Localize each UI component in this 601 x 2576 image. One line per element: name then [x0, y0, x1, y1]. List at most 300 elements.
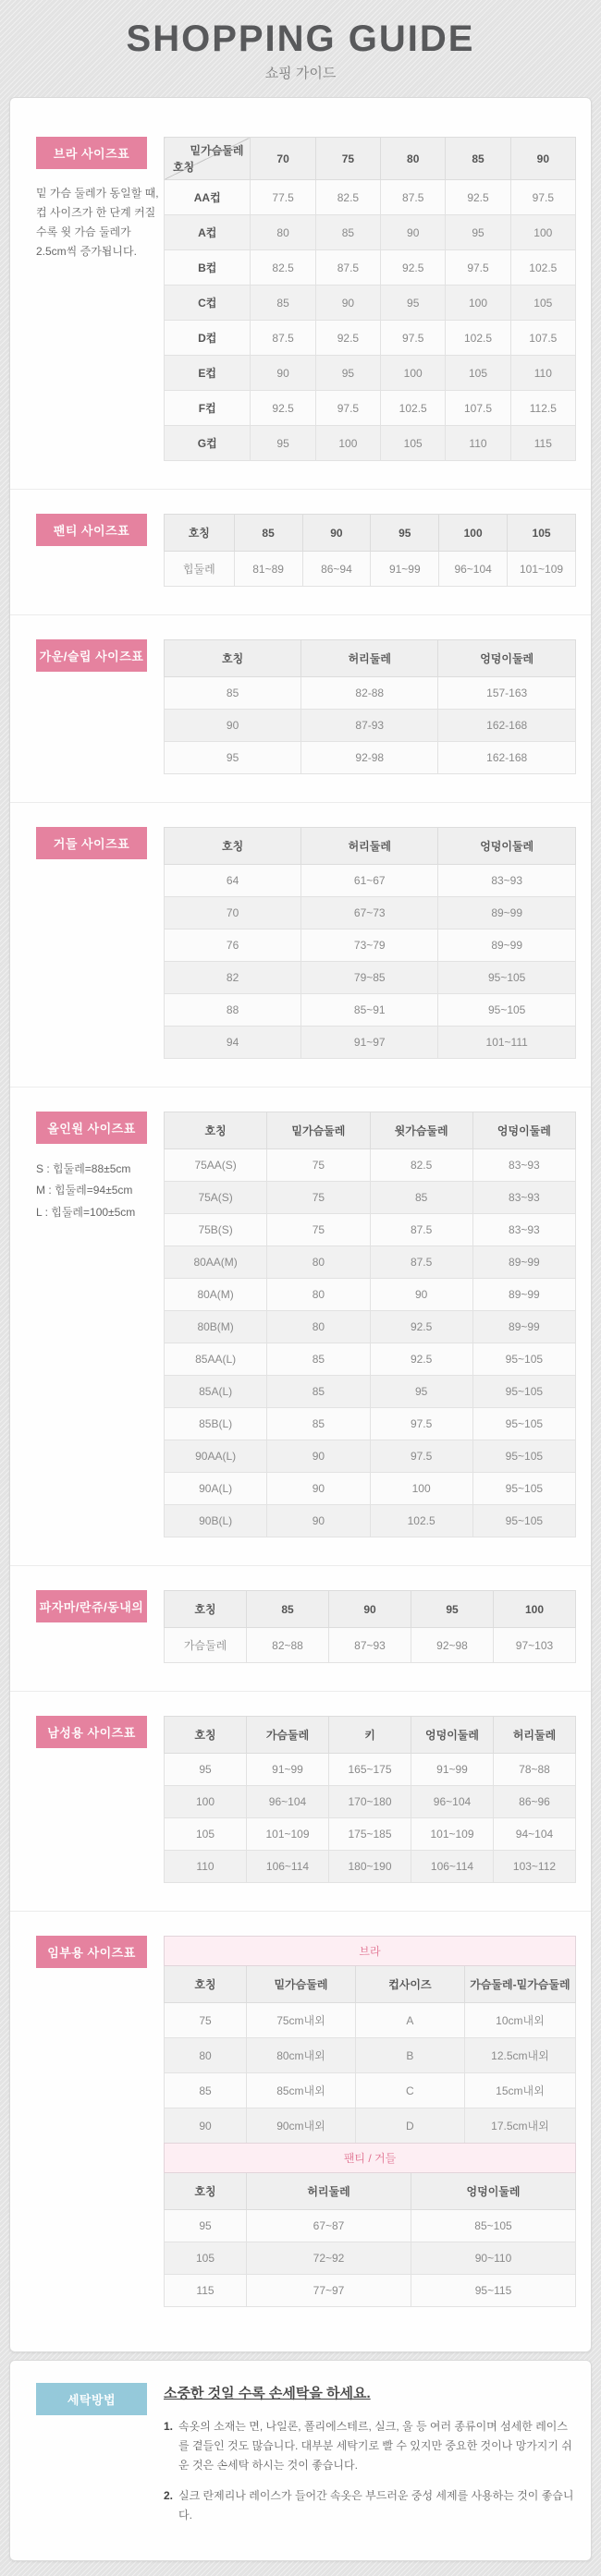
cell: 78~88	[494, 1754, 576, 1786]
cell: 102.5	[446, 321, 510, 356]
cell: 72~92	[247, 2242, 411, 2275]
cell: 89~99	[472, 1279, 575, 1311]
column-header: 95	[411, 1591, 494, 1628]
table-row	[165, 962, 576, 994]
cell: AA컵	[165, 180, 251, 215]
bra-size-table	[164, 137, 576, 461]
section-label: 세탁방법	[36, 2383, 147, 2415]
washing-method-panel	[9, 2360, 592, 2561]
cell: 95~105	[438, 962, 576, 994]
table-row	[165, 426, 576, 461]
cell: 87.5	[315, 250, 380, 286]
section-mens-sizes	[10, 1691, 591, 1911]
cell: 85	[267, 1343, 370, 1376]
table-row	[165, 1408, 576, 1440]
cell: 170~180	[329, 1786, 411, 1818]
cell: 91~99	[247, 1754, 329, 1786]
pajama-size-table	[164, 1590, 576, 1663]
cell: 85	[267, 1376, 370, 1408]
table-row	[165, 710, 576, 742]
cell: 92.5	[315, 321, 380, 356]
cell: 85	[267, 1408, 370, 1440]
cell: 85A(L)	[165, 1376, 267, 1408]
table-band: 브라	[165, 1937, 576, 1966]
column-header: 가슴둘레-밑가슴둘레	[464, 1966, 575, 2003]
cell: 75	[165, 2003, 247, 2038]
cell: 105	[165, 1818, 247, 1851]
section-note: 밑 가슴 둘레가 동일할 때, 컵 사이즈가 한 단계 커질수록 윗 가슴 둘레가 2.5cm씩 증가됩니다.	[36, 187, 159, 258]
cell: 95~105	[438, 994, 576, 1027]
cell: 96~104	[411, 1786, 494, 1818]
cell: 77~97	[247, 2275, 411, 2307]
section-label: 임부용 사이즈표	[36, 1936, 147, 1968]
section-left-column	[23, 514, 164, 587]
column-header: 가슴둘레	[247, 1717, 329, 1754]
section-right-column	[164, 1936, 576, 2307]
cell: 85	[251, 286, 315, 321]
item-text: 실크 란제리나 레이스가 들어간 속옷은 부드러운 중성 세제를 사용하는 것이 좋습니다.	[178, 2489, 574, 2521]
cell: 83~93	[472, 1182, 575, 1214]
maternity-panty-girdle-size-table	[164, 2143, 576, 2307]
cell: 97.5	[510, 180, 575, 215]
cell: 89~99	[472, 1311, 575, 1343]
column-header: 엉덩이둘레	[411, 1717, 494, 1754]
cell: 67~87	[247, 2210, 411, 2242]
cell: 110	[446, 426, 510, 461]
cell: 95~105	[472, 1408, 575, 1440]
cell: 157-163	[438, 677, 576, 710]
cell: 82~88	[247, 1628, 329, 1663]
cell: E컵	[165, 356, 251, 391]
table-row	[165, 2003, 576, 2038]
section-label: 파자마/란쥬/동내의	[36, 1590, 147, 1622]
cell: 100	[315, 426, 380, 461]
section-right-column	[164, 2383, 576, 2536]
cell: 107.5	[510, 321, 575, 356]
item-number: 1.	[164, 2420, 174, 2433]
cell: 89~99	[438, 897, 576, 930]
cell: 90	[267, 1473, 370, 1505]
cell: 106~114	[411, 1851, 494, 1883]
cell: 87-93	[301, 710, 438, 742]
cell: 75	[267, 1149, 370, 1182]
cell: 162-168	[438, 710, 576, 742]
cell: 101~109	[411, 1818, 494, 1851]
table-row	[165, 2210, 576, 2242]
table-row	[165, 1851, 576, 1883]
page-header	[0, 0, 601, 97]
cell: 92.5	[446, 180, 510, 215]
table-row	[165, 994, 576, 1027]
column-header: 윗가슴둘레	[370, 1112, 472, 1149]
cell: 97.5	[315, 391, 380, 426]
cell: 112.5	[510, 391, 575, 426]
table-row	[165, 2275, 576, 2307]
cell: 75A(S)	[165, 1182, 267, 1214]
table-row	[165, 2242, 576, 2275]
item-number: 2.	[164, 2489, 174, 2502]
cell: 100	[510, 215, 575, 250]
cell: 94	[165, 1027, 301, 1059]
cell: 82	[165, 962, 301, 994]
section-pajama-sizes	[10, 1565, 591, 1691]
cell: 12.5cm내외	[464, 2038, 575, 2073]
maternity-bra-size-table	[164, 1936, 576, 2144]
cell: 힙둘레	[165, 552, 235, 587]
column-header: 100	[439, 515, 508, 552]
column-header: 80	[381, 138, 446, 180]
column-header: 105	[508, 515, 576, 552]
table-row	[165, 215, 576, 250]
section-bra-sizes	[10, 113, 591, 489]
cell: 83~93	[472, 1214, 575, 1246]
cell: F컵	[165, 391, 251, 426]
cell: 100	[370, 1473, 472, 1505]
cell: 15cm내외	[464, 2073, 575, 2108]
table-row	[165, 250, 576, 286]
column-header: 90	[510, 138, 575, 180]
cell: 73~79	[301, 930, 438, 962]
allinone-size-table	[164, 1112, 576, 1537]
table-row	[165, 1343, 576, 1376]
cell: 115	[510, 426, 575, 461]
cell: 95	[381, 286, 446, 321]
cell: 105	[381, 426, 446, 461]
column-header: 엉덩이둘레	[472, 1112, 575, 1149]
table-row	[165, 1754, 576, 1786]
cell: 162-168	[438, 742, 576, 774]
column-header: 호칭	[165, 515, 235, 552]
cell: 89~99	[438, 930, 576, 962]
cell: C컵	[165, 286, 251, 321]
table-row	[165, 2073, 576, 2108]
column-header: 호칭	[165, 1966, 247, 2003]
cell: 94~104	[494, 1818, 576, 1851]
column-header: 호칭	[165, 2173, 247, 2210]
cell: 165~175	[329, 1754, 411, 1786]
column-header: 엉덩이둘레	[438, 640, 576, 677]
table-row	[165, 742, 576, 774]
cell: 75	[267, 1182, 370, 1214]
table-row	[165, 1027, 576, 1059]
cell: 102.5	[381, 391, 446, 426]
cell: 95~105	[472, 1343, 575, 1376]
section-left-column	[23, 2383, 164, 2536]
column-header: 90	[329, 1591, 411, 1628]
section-maternity-sizes	[10, 1911, 591, 2335]
cell: 95	[165, 2210, 247, 2242]
girdle-size-table	[164, 827, 576, 1059]
page-subtitle: 쇼핑 가이드	[264, 66, 337, 81]
cell: 86~94	[302, 552, 371, 587]
cell: 70	[165, 897, 301, 930]
cell: 85	[370, 1182, 472, 1214]
cell: 85AA(L)	[165, 1343, 267, 1376]
panty-size-table	[164, 514, 576, 587]
cell: 87.5	[381, 180, 446, 215]
cell: 85B(L)	[165, 1408, 267, 1440]
cell: 75AA(S)	[165, 1149, 267, 1182]
cell: 101~111	[438, 1027, 576, 1059]
cell: 75B(S)	[165, 1214, 267, 1246]
cell: 97.5	[381, 321, 446, 356]
cell: 95~115	[411, 2275, 576, 2307]
column-header: 허리둘레	[247, 2173, 411, 2210]
table-row	[165, 1279, 576, 1311]
cell: 61~67	[301, 865, 438, 897]
gown-slip-size-table	[164, 639, 576, 774]
cell: 95~105	[472, 1473, 575, 1505]
cell: 80A(M)	[165, 1279, 267, 1311]
cell: 101~109	[247, 1818, 329, 1851]
cell: 85~91	[301, 994, 438, 1027]
table-row	[165, 1149, 576, 1182]
cell: 95	[165, 1754, 247, 1786]
table-row	[165, 1376, 576, 1408]
cell: 83~93	[438, 865, 576, 897]
section-allinone-sizes	[10, 1087, 591, 1565]
cell: 92.5	[381, 250, 446, 286]
column-header: 밑가슴둘레	[267, 1112, 370, 1149]
cell: 87.5	[370, 1214, 472, 1246]
column-header: 90	[302, 515, 371, 552]
cell: 95~105	[472, 1376, 575, 1408]
cell: 85	[165, 677, 301, 710]
cell: 80cm내외	[247, 2038, 356, 2073]
cell: C	[355, 2073, 464, 2108]
cell: 92.5	[370, 1311, 472, 1343]
cell: D	[355, 2108, 464, 2144]
cell: 87~93	[329, 1628, 411, 1663]
table-row	[165, 1246, 576, 1279]
table-row	[165, 2108, 576, 2144]
column-header: 호칭	[165, 828, 301, 865]
section-left-column	[23, 1716, 164, 1883]
cell: 107.5	[446, 391, 510, 426]
diagonal-header-cell	[165, 138, 251, 180]
cell: 115	[165, 2275, 247, 2307]
cell: 76	[165, 930, 301, 962]
cell: 90	[165, 2108, 247, 2144]
table-row	[165, 2038, 576, 2073]
cell: 92.5	[251, 391, 315, 426]
cell: 96~104	[247, 1786, 329, 1818]
cell: 90	[267, 1505, 370, 1537]
section-left-column	[23, 1590, 164, 1663]
table-row	[165, 321, 576, 356]
section-left-column	[23, 137, 164, 461]
section-girdle-sizes	[10, 802, 591, 1087]
cell: 97.5	[370, 1408, 472, 1440]
cell: 96~104	[439, 552, 508, 587]
cell: D컵	[165, 321, 251, 356]
column-header: 호칭	[165, 640, 301, 677]
cell: 80	[267, 1311, 370, 1343]
column-header: 호칭	[165, 1591, 247, 1628]
table-row	[165, 1214, 576, 1246]
cell: 102.5	[370, 1505, 472, 1537]
cell: 110	[510, 356, 575, 391]
cell: 105	[165, 2242, 247, 2275]
cell: 80	[267, 1279, 370, 1311]
column-header: 키	[329, 1717, 411, 1754]
cell: 92~98	[411, 1628, 494, 1663]
cell: 82-88	[301, 677, 438, 710]
cell: 83~93	[472, 1149, 575, 1182]
column-header: 엉덩이둘레	[438, 828, 576, 865]
cell: 90	[165, 710, 301, 742]
table-row	[165, 391, 576, 426]
cell: 80AA(M)	[165, 1246, 267, 1279]
table-row	[165, 1786, 576, 1818]
section-left-column	[23, 1936, 164, 2307]
cell: 82.5	[315, 180, 380, 215]
cell: 95~105	[472, 1440, 575, 1473]
cell: 95~105	[472, 1505, 575, 1537]
size-guide-panel	[9, 97, 592, 2352]
column-header: 70	[251, 138, 315, 180]
cell: 92-98	[301, 742, 438, 774]
mens-size-table	[164, 1716, 576, 1883]
cell: 80B(M)	[165, 1311, 267, 1343]
column-header: 컵사이즈	[355, 1966, 464, 2003]
cell: 91~99	[411, 1754, 494, 1786]
cell: 180~190	[329, 1851, 411, 1883]
cell: 91~99	[371, 552, 439, 587]
cell: 95	[446, 215, 510, 250]
section-panty-sizes	[10, 489, 591, 614]
column-header: 허리둘레	[301, 640, 438, 677]
cell: 92.5	[370, 1343, 472, 1376]
cell: 95	[251, 426, 315, 461]
cell: 90~110	[411, 2242, 576, 2275]
washing-item	[164, 2417, 576, 2475]
section-gown-slip-sizes	[10, 614, 591, 802]
section-left-column	[23, 1112, 164, 1537]
section-label: 가운/슬립 사이즈표	[36, 639, 147, 672]
cell: 90A(L)	[165, 1473, 267, 1505]
table-row	[165, 865, 576, 897]
cell: 100	[381, 356, 446, 391]
cell: 95	[315, 356, 380, 391]
cell: 100	[446, 286, 510, 321]
table-row	[165, 1182, 576, 1214]
column-header: 85	[234, 515, 302, 552]
cell: 175~185	[329, 1818, 411, 1851]
cell: 75	[267, 1214, 370, 1246]
section-right-column	[164, 1590, 576, 1663]
section-right-column	[164, 514, 576, 587]
column-header: 호칭	[165, 1112, 267, 1149]
table-row	[165, 356, 576, 391]
cell: G컵	[165, 426, 251, 461]
cell: 90B(L)	[165, 1505, 267, 1537]
table-row	[165, 1818, 576, 1851]
section-label: 남성용 사이즈표	[36, 1716, 147, 1748]
section-right-column	[164, 827, 576, 1059]
allinone-notes	[36, 1159, 164, 1223]
cell: 87.5	[370, 1246, 472, 1279]
table-row	[165, 1628, 576, 1663]
table-row	[165, 930, 576, 962]
note-line: L : 힙둘레=100±5cm	[36, 1205, 136, 1219]
cell: 85	[315, 215, 380, 250]
cell: 102.5	[510, 250, 575, 286]
note-line: S : 힙둘레=88±5cm	[36, 1162, 131, 1175]
column-header: 허리둘레	[301, 828, 438, 865]
cell: 67~73	[301, 897, 438, 930]
column-header: 호칭	[165, 1717, 247, 1754]
cell: 89~99	[472, 1246, 575, 1279]
section-label: 브라 사이즈표	[36, 137, 147, 169]
cell: 77.5	[251, 180, 315, 215]
cell: 90	[381, 215, 446, 250]
cell: 105	[446, 356, 510, 391]
cell: 81~89	[234, 552, 302, 587]
cell: A	[355, 2003, 464, 2038]
note-line: M : 힙둘레=94±5cm	[36, 1184, 133, 1197]
cell: 87.5	[251, 321, 315, 356]
cell: 97~103	[494, 1628, 576, 1663]
cell: 10cm내외	[464, 2003, 575, 2038]
table-row	[165, 552, 576, 587]
cell: 90cm내외	[247, 2108, 356, 2144]
page-title: SHOPPING GUIDE	[126, 18, 475, 59]
cell: 90	[251, 356, 315, 391]
section-right-column	[164, 137, 576, 461]
cell: 97.5	[446, 250, 510, 286]
cell: 90AA(L)	[165, 1440, 267, 1473]
cell: B컵	[165, 250, 251, 286]
table-row	[165, 1505, 576, 1537]
cell: 82.5	[370, 1149, 472, 1182]
cell: 80	[165, 2038, 247, 2073]
diagonal-header-bottom-label: 호칭	[173, 161, 195, 174]
cell: 80	[267, 1246, 370, 1279]
section-label: 팬티 사이즈표	[36, 514, 147, 546]
cell: 90	[370, 1279, 472, 1311]
section-left-column	[23, 827, 164, 1059]
table-band: 팬티 / 거들	[165, 2144, 576, 2173]
column-header: 95	[371, 515, 439, 552]
column-header: 허리둘레	[494, 1717, 576, 1754]
cell: 80	[251, 215, 315, 250]
table-row	[165, 677, 576, 710]
diagonal-header-top-label: 밑가슴둘레	[190, 144, 244, 157]
cell: 90	[315, 286, 380, 321]
section-label: 올인원 사이즈표	[36, 1112, 147, 1144]
cell: 82.5	[251, 250, 315, 286]
column-header: 엉덩이둘레	[411, 2173, 576, 2210]
cell: 90	[267, 1440, 370, 1473]
cell: 가슴둘레	[165, 1628, 247, 1663]
column-header: 75	[315, 138, 380, 180]
cell: 79~85	[301, 962, 438, 994]
cell: 97.5	[370, 1440, 472, 1473]
cell: 110	[165, 1851, 247, 1883]
item-text: 속옷의 소재는 면, 나일론, 폴리에스테르, 실크, 울 등 여러 종류이며 섬세한 레이스를 곁들인 것도 많습니다. 대부분 세탁기로 빨 수 있지만 중요한 것이나 망가지기 쉬운 것은 손세탁 하시는 것이 좋습니다.	[178, 2420, 572, 2472]
column-header: 밑가슴둘레	[247, 1966, 356, 2003]
washing-title: 소중한 것일 수록 손세탁을 하세요.	[164, 2386, 371, 2401]
cell: 106~114	[247, 1851, 329, 1883]
cell: 17.5cm내외	[464, 2108, 575, 2144]
cell: A컵	[165, 215, 251, 250]
cell: B	[355, 2038, 464, 2073]
section-right-column	[164, 1112, 576, 1537]
table-row	[165, 180, 576, 215]
cell: 85~105	[411, 2210, 576, 2242]
cell: 100	[165, 1786, 247, 1818]
